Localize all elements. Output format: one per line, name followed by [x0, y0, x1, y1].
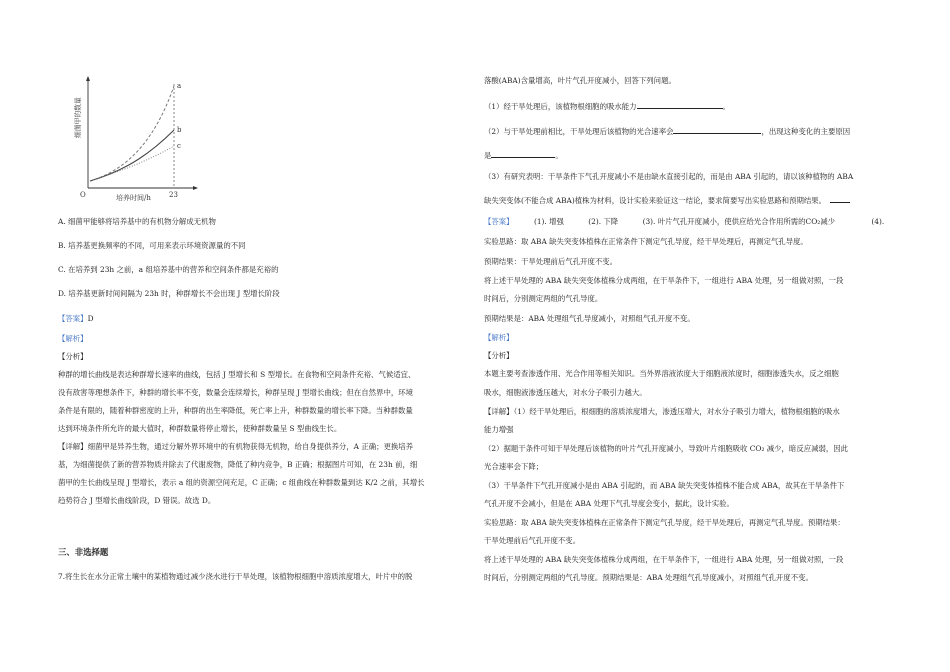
- answer-line: [484, 217, 884, 226]
- analysis-tag: 【解析】: [58, 334, 88, 343]
- question-2: [484, 125, 850, 136]
- detail-line: 干旱处理前后气孔开度不变。: [484, 536, 581, 545]
- question-3-line-2: [484, 194, 850, 205]
- analysis-line: 条件是有限的，随着种群密度的上升，种群的出生率降低，死亡率上升，种群数量的增长率下降。当种群数量: [58, 406, 413, 415]
- curve-label-a: a: [177, 82, 182, 90]
- answer-part-3: (3). 叶片气孔开度减小，使供应给光合作用所需的CO₂减少: [642, 217, 836, 226]
- detail-line: 气孔开度不会减小，但是在 ABA 处理下气孔导度会变小，据此，设计实验。: [484, 499, 734, 508]
- q2-end: ，出现这种变化的主要原因: [761, 127, 851, 136]
- answer-detail-line: 预期结果：干旱处理前后气孔开度不变。: [484, 257, 618, 266]
- answer-value: D: [87, 314, 94, 323]
- analysis-line: 没有敌害等理想条件下，种群的增长率不变，数量会连续增长，种群呈现 J 型增长曲线；但在自然界中，环境: [58, 388, 414, 397]
- curve-label-b: b: [177, 126, 182, 134]
- curve-b: [90, 130, 174, 181]
- detail-text: （1）经干旱处理后，根细胞的溶质浓度增大，渗透压增大，对水分子吸引力增大，植物根细胞的吸水: [513, 407, 840, 416]
- x-tick-23: 23: [169, 191, 178, 199]
- answer-detail-line: 预期结果是：ABA 处理组气孔导度减小，对照组气孔开度不变。: [484, 314, 695, 323]
- q1-text: （1）经干旱处理后，该植物根细胞的吸水能力: [484, 102, 637, 111]
- answer-blank-1[interactable]: [637, 100, 723, 109]
- question-7-line: 7.将生长在水分正常土壤中的某植物通过减少浇水进行干旱处理，该植物根细胞中溶质浓度增大，叶片中的脱: [58, 572, 413, 581]
- x-axis-arrow: [193, 186, 198, 190]
- answer-blank-2[interactable]: [673, 125, 761, 134]
- analysis-tag: 【解析】: [484, 333, 514, 342]
- detail-line: （2）据题干条件可知干旱处理后该植物的叶片气孔开度减小，导致叶片细胞吸收 CO₂ 减少，暗反应减弱，因此: [484, 444, 849, 453]
- q3b-text: 缺失突变体(不能合成 ABA)植株为材料，设计实验来验证这一结论，要求简要写出实验思路和预期结果。: [484, 196, 827, 205]
- analysis-line: 本题主要考查渗透作用、光合作用等相关知识。当外界溶液浓度大于细胞液浓度时，细胞渗透失水，反之细胞: [484, 369, 839, 378]
- detail-line: 基，为细菌提供了新的营养物质并除去了代谢废物，降低了种内竞争，B 正确；根据图片可知，在 23h 前，细: [58, 460, 418, 469]
- detail-line: （3）干旱条件下气孔开度减小是由 ABA 引起的，而 ABA 缺失突变体植株不能合成 ABA，故其在干旱条件下: [484, 481, 845, 490]
- analysis-line: 达到环境条件所允许的最大值时，种群数量将停止增长，使种群数量呈 S 型曲线生长。: [58, 424, 342, 433]
- y-axis-label: 细菌甲的数量: [74, 97, 82, 138]
- q1-end: 。: [722, 102, 730, 111]
- detail-tag: 【详解】: [484, 407, 514, 416]
- answer-part-4: (4).: [871, 217, 885, 226]
- detail-text: 细菌甲是异养生物，通过分解外界环境中的有机物获得无机物，给自身提供养分，A 正确；更换培养: [87, 442, 414, 451]
- answer-detail-line: 将上述干旱处理的 ABA 缺失突变体植株分成两组，在干旱条件下，一组进行 ABA 处理，另一组做对照，一段: [484, 276, 844, 285]
- analysis-line: 种群的增长曲线是表达种群增长速率的曲线，包括 J 型增长和 S 型增长。在食物和空间条件充裕、气候适宜、: [58, 370, 416, 379]
- detail-line: 实验思路：取 ABA 缺失突变体植株在正常条件下测定气孔导度，经干旱处理后，再测定气孔导度。预期结果：: [484, 518, 845, 527]
- q2-text: （2）与干旱处理前相比，干旱处理后该植物的光合速率会: [484, 127, 674, 136]
- q2b-end: 。: [555, 151, 563, 160]
- option-c: C. 在培养到 23h 之前，a 组培养基中的营养和空间条件都是充裕的: [58, 265, 279, 274]
- question-1: [484, 100, 730, 111]
- answer-blank-4[interactable]: [830, 194, 850, 203]
- curve-label-c: c: [177, 142, 181, 150]
- answer-tag: 【答案】: [484, 217, 514, 226]
- option-b: B. 培养基更换频率的不同，可用来表示环境资源量的不同: [58, 241, 246, 250]
- q2b-text: 是: [484, 151, 492, 160]
- intro-line: 落酸(ABA)含量增高，叶片气孔开度减小，回答下列问题。: [484, 76, 676, 85]
- answer-blank-3[interactable]: [491, 149, 555, 158]
- detail-line: [484, 407, 840, 416]
- answer-part-1: (1). 增强: [533, 217, 564, 226]
- answer-detail-line: 实验思路：取 ABA 缺失突变体植株在正常条件下测定气孔导度，经干旱处理后，再测定气孔导度。: [484, 237, 808, 246]
- option-a: A. 细菌甲能够将培养基中的有机物分解成无机物: [58, 217, 216, 226]
- detail-line: [58, 442, 413, 451]
- detail-line: 时间后，分别测定两组的气孔导度。预期结果是：ABA 处理组气孔导度减小，对照组气孔开度不变。: [484, 573, 813, 582]
- detail-line: 能力增强: [484, 425, 514, 434]
- answer-line: [58, 314, 94, 323]
- detail-tag: 【详解】: [58, 442, 88, 451]
- answer-part-2: (2). 下降: [588, 217, 619, 226]
- detail-line: 将上述干旱处理的 ABA 缺失突变体植株分成两组，在干旱条件下，一组进行 ABA 处理，另一组做对照，一段: [484, 555, 844, 564]
- question-2b: [484, 149, 563, 160]
- detail-line: 趋势符合 J 型增长曲线阶段，D 错误。故选 D。: [58, 496, 216, 505]
- bacteria-growth-graph: [68, 76, 198, 211]
- y-axis-arrow: [86, 76, 90, 81]
- analysis-line: 吸水，细胞液渗透压越大，对水分子吸引力越大。: [484, 388, 647, 397]
- answer-tag: 【答案】: [58, 314, 88, 323]
- analysis-sub-tag: 【分析】: [58, 352, 88, 361]
- analysis-sub-tag: 【分析】: [484, 351, 514, 360]
- curve-a: [90, 86, 174, 181]
- question-3-line-1: （3）有研究表明：干旱条件下气孔开度减小不是由缺水直接引起的，而是由 ABA 引起的，请以该种植物的 ABA: [484, 172, 854, 181]
- x-axis-label: 培养时间/h: [116, 194, 151, 202]
- option-d: D. 培养基更新时间间隔为 23h 时，种群增长不会出现 J 型增长阶段: [58, 289, 280, 298]
- answer-detail-line: 时间后，分别测定两组的气孔导度。: [484, 294, 603, 303]
- section-title: 三、非选择题: [58, 547, 109, 557]
- detail-line: 光合速率会下降；: [484, 462, 544, 471]
- detail-line: 菌甲的生长曲线呈现 J 型增长，表示 a 组的资源空间充足，C 正确；c 组曲线在种群数量到达 K/2 之前，其增长: [58, 478, 425, 487]
- origin-label: O: [80, 191, 86, 199]
